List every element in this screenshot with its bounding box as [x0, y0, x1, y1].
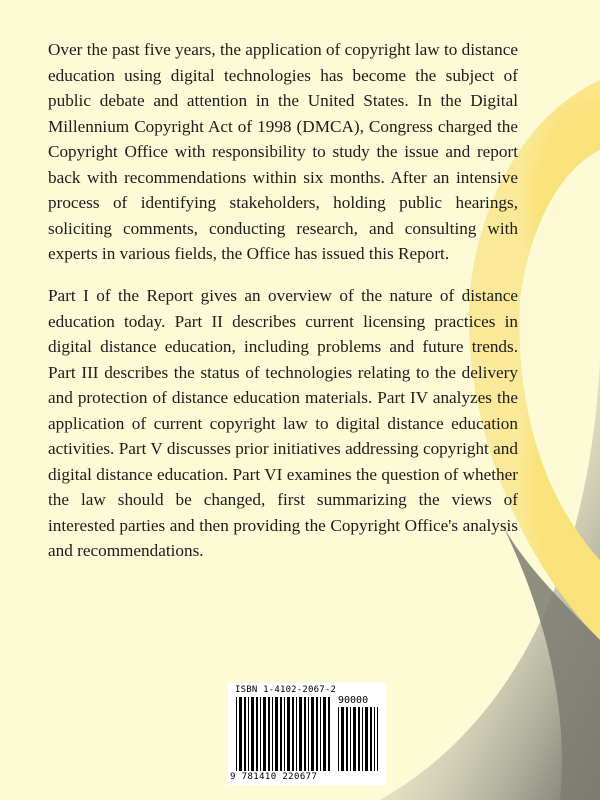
barcode-bar: [244, 697, 246, 771]
barcode-bar: [248, 697, 249, 771]
barcode-bar: [316, 697, 318, 771]
barcode-bar: [268, 697, 270, 771]
barcode-bar: [320, 697, 321, 771]
barcode-bar: [304, 697, 306, 771]
body-paragraph-2: Part I of the Report gives an overview of the nature of distance education today. Part II describes current licensing practices in digital distance education, including problems and future trends. Part III describes the status of technologies relating to the delivery and protection of distance education materials. Part IV analyzes the application of current copyright law to digital distance education activities. Part V discusses prior initiatives addressing copyright and digital distance education. Part VI examines the question of whether the law should be changed, first summarizing the views of interested parties and then providing the Copyright Office's analysis and recommendations.: [48, 286, 518, 560]
barcode-bar: [239, 697, 242, 771]
barcode-bar: [328, 697, 330, 771]
barcode-bar: [263, 697, 266, 771]
barcode-bar: [350, 707, 351, 771]
isbn-label: ISBN 1-4102-2067-2: [235, 685, 337, 695]
barcode-bar: [358, 707, 360, 771]
barcode-bar: [308, 697, 309, 771]
barcode-bar: [362, 707, 363, 771]
barcode-bar: [353, 707, 356, 771]
ean-digits: 9 781410 220677: [230, 772, 318, 782]
barcode-bar: [377, 707, 378, 771]
barcode-bar: [296, 697, 297, 771]
barcode-bars: [228, 683, 386, 785]
barcode-bar: [275, 697, 278, 771]
barcode-bar: [311, 697, 314, 771]
barcode-bar: [374, 707, 375, 771]
barcode-bar: [284, 697, 285, 771]
barcode-bar: [292, 697, 294, 771]
barcode-bar: [370, 707, 372, 771]
barcode-bar: [323, 697, 326, 771]
barcode-bar: [299, 697, 302, 771]
barcode-bar: [251, 697, 254, 771]
barcode-bar: [280, 697, 282, 771]
barcode-bar: [272, 697, 273, 771]
barcode-bar: [346, 707, 348, 771]
barcode-bar: [236, 697, 237, 771]
barcode-bar: [341, 707, 344, 771]
barcode-bar: [256, 697, 258, 771]
price-code: 90000: [338, 695, 369, 706]
barcode-bar: [338, 707, 339, 771]
isbn-barcode: [228, 683, 386, 785]
body-paragraph-1: Over the past five years, the application of copyright law to distance education using digital technologies has become the subject of public debate and attention in the United States. In the Digital Millennium Copyright Act of 1998 (DMCA), Congress charged the Copyright Office with responsibility to study the issue and report back with recommendations within six months. After an intensive process of identifying stakeholders, holding public hearings, soliciting comments, conducting research, and consulting with experts in various fields, the Office has issued this Report.: [48, 40, 518, 263]
barcode-bar: [287, 697, 290, 771]
barcode-bar: [260, 697, 261, 771]
barcode-bar: [365, 707, 368, 771]
